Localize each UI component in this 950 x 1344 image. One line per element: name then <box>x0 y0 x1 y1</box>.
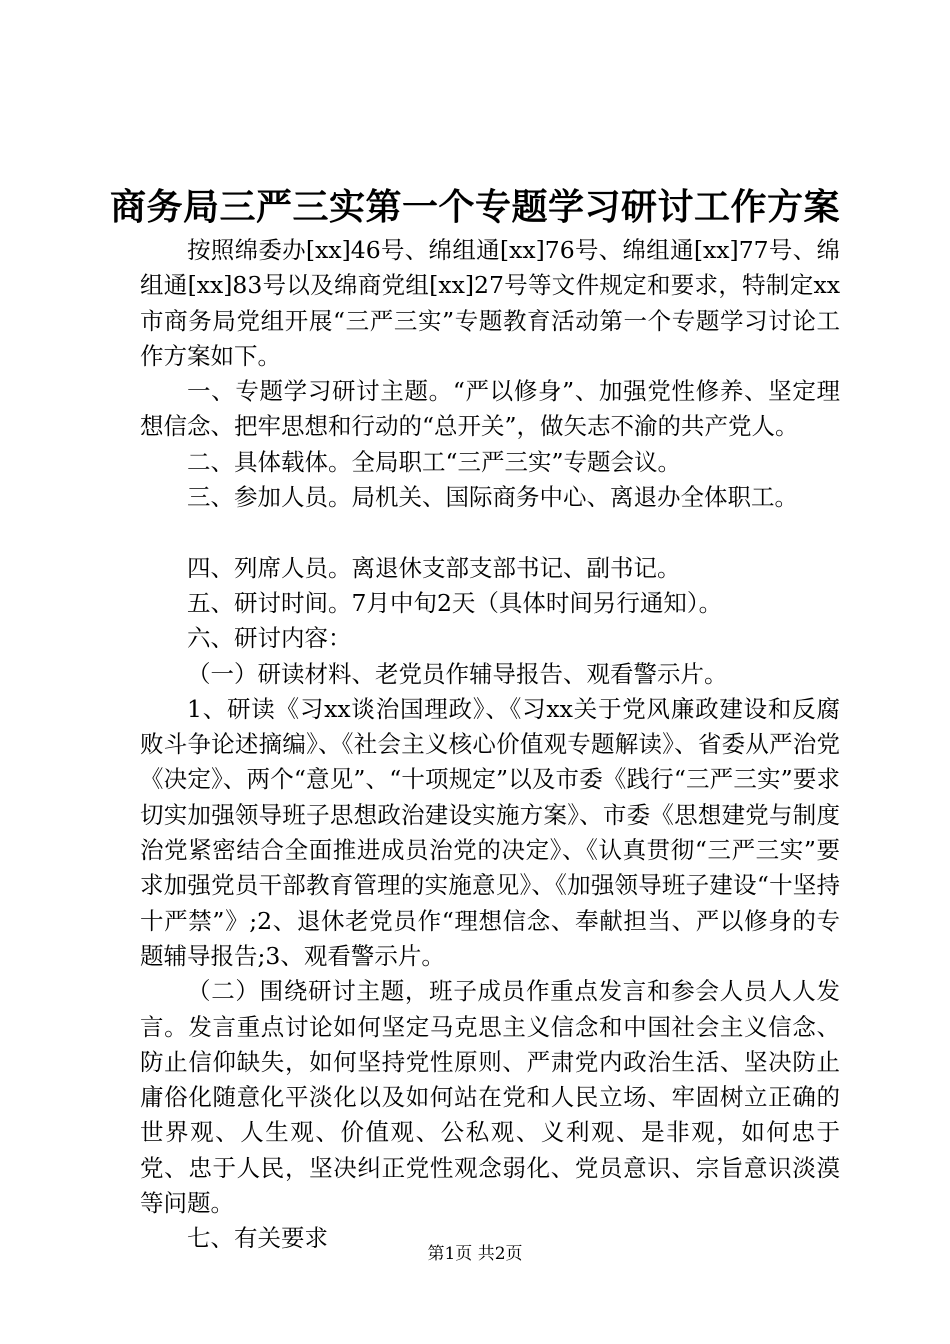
subsection-discussion: （二）围绕研讨主题，班子成员作重点发言和参会人员人人发言。发言重点讨论如何坚定马克思主义信念和中国社会主义信念、防止信仰缺失，如何坚持党性原则、严肃党内政治生活、坚决防止庸俗化随意化平淡化以及如何站在党和人民立场、牢固树立正确的世界观、人生观、价值观、公私观、义利观、是非观，如何忠于党、忠于人民，坚决纠正党性观念弱化、党员意识、宗旨意识淡漠等问题。 <box>140 977 840 1218</box>
section-time: 五、研讨时间。7月中旬2天（具体时间另行通知）。 <box>187 588 723 617</box>
subsection-materials: （一）研读材料、老党员作辅导报告、观看警示片。 <box>187 659 728 688</box>
reading-list-paragraph: 1、研读《习xx谈治国理政》、《习xx关于党风廉政建设和反腐败斗争论述摘编》、《社会主义核心价值观专题解读》、省委从严治党《决定》、两个“意见”、“十项规定”以及市委《践行“三严三实”要求切实加强领导班子思想政治建设实施方案》、市委《思想建党与制度治党紧密结合全面推进成员治党的决定》、《认真贯彻“三严三实”要求加强党员干部教育管理的实施意见》、《加强领导班子建设“十坚持十严禁”》;2、退休老党员作“理想信念、奉献担当、严以修身的专题辅导报告;3、观看警示片。 <box>140 694 840 970</box>
section-carrier: 二、具体载体。全局职工“三严三实”专题会议。 <box>187 447 682 476</box>
section-theme: 一、专题学习研讨主题。“严以修身”、加强党性修养、坚定理想信念、把牢思想和行动的“总开关”，做矢志不渝的共产党人。 <box>140 377 840 441</box>
section-content-heading: 六、研讨内容： <box>187 624 352 653</box>
document-body <box>140 233 840 1257</box>
intro-paragraph: 按照绵委办[xx]46号、绵组通[xx]76号、绵组通[xx]77号、绵组通[xx]83号以及绵商党组[xx]27号等文件规定和要求，特制定xx市商务局党组开展“三严三实”专题教育活动第一个专题学习讨论工作方案如下。 <box>140 236 840 370</box>
page-number-footer: 第1页 共2页 <box>427 1244 523 1264</box>
document-title: 商务局三严三实第一个专题学习研讨工作方案 <box>109 187 840 228</box>
section-requirements: 七、有关要求 <box>187 1224 328 1253</box>
section-attendees: 四、列席人员。离退休支部支部书记、副书记。 <box>187 553 681 582</box>
section-participants: 三、参加人员。局机关、国际商务中心、离退办全体职工。 <box>187 483 798 512</box>
